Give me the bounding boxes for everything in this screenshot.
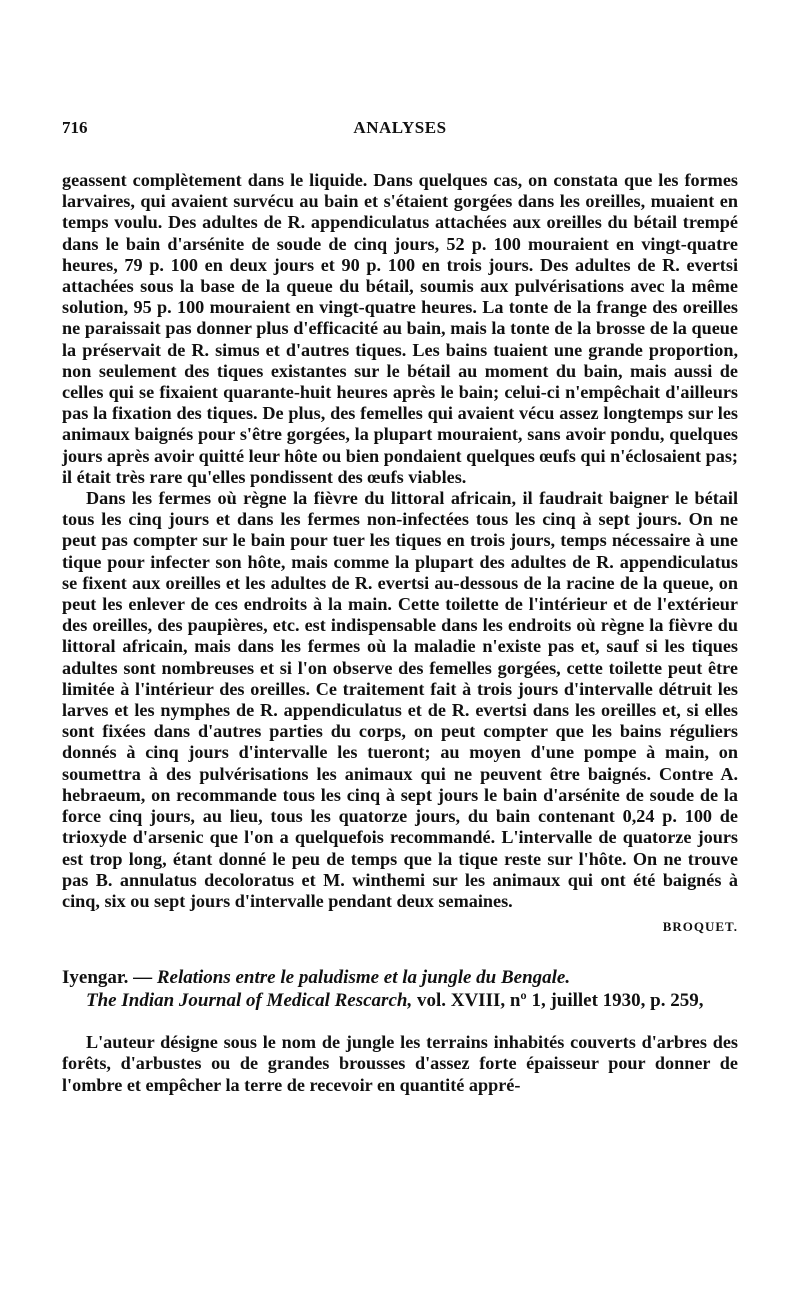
article-body [62,170,738,1096]
reference-journal: The Indian Journal of Medical Rescarch, [86,990,413,1012]
author-signature: BROQUET. [662,919,738,935]
reference-source [62,989,738,1012]
bibliographic-reference [62,966,738,1012]
paragraph-1: geassent complètement dans le liquide. Dans quelques cas, on constata que les formes larvaires, qui avaient survécu au bain et s'étaient gorgées dans les oreilles, muaient en temps voulu. Des adultes de R. appendiculatus attachées aux oreilles du bétail trempé dans le bain d'arsénite de soude de cinq jours, 52 p. 100 mouraient en vingt-quatre heures, 79 p. 100 en deux jours et 90 p. 100 en trois jours. Des adultes de R. evertsi attachées sous la base de la queue du bétail, soumis aux pulvérisations avec la même solution, 95 p. 100 mouraient en vingt-quatre heures. La tonte de la frange des oreilles ne paraissait pas donner plus d'efficacité au bain, mais la tonte de la brosse de la queue la préservait de R. simus et d'autres tiques. Les bains tuaient une grande proportion, non seulement des tiques existantes sur le bétail au moment du bain, mais aussi de celles qui se fixaient quarante-huit heures après le bain; celui-ci n'empêchait d'ailleurs pas la fixation des tiques. De plus, des femelles qui avaient vécu assez longtemps sur les animaux baignés pour s'être gorgées, la plupart mouraient, sans avoir pondu, quelques jours après avoir quitté leur hôte ou bien pondaient quelques œufs qui n'éclosaient pas; il était très rare qu'elles pondissent des œufs viables. [62,170,738,487]
reference-details: vol. XVIII, nº 1, juillet 1930, p. 259, [412,990,704,1012]
reference-dash: — [128,967,157,989]
reference-author: Iyengar. [62,967,129,989]
paragraph-2: Dans les fermes où règne la fièvre du littoral africain, il faudrait baigner le bétail tous les cinq jours et dans les fermes non-infectées tous les cinq à sept jours. On ne peut pas compter sur le bain pour tuer les tiques en trois jours, temps nécessaire à une tique pour infecter son hôte, mais comme la plupart des adultes de R. appendiculatus se fixent aux oreilles et les adultes de R. evertsi au-dessous de la racine de la queue, on peut les enlever de ces endroits à la main. Cette toilette de l'intérieur et de l'extérieur des oreilles, des paupières, etc. est indispensable dans les endroits où règne la fièvre du littoral africain, mais dans les fermes où la maladie n'existe pas et, sauf si les tiques adultes sont nombreuses et si l'on observe des femelles gorgées, cette toilette peut être limitée à l'intérieur des oreilles. Ce traitement fait à trois jours d'intervalle détruit les larves et les nymphes de R. appendiculatus et de R. evertsi dans les oreilles et, si elles sont fixées dans d'autres parties du corps, on peut compter que les bains réguliers donnés à cinq jours d'intervalle les tueront; au moyen d'une pompe à main, on soumettra à des pulvérisations les animaux qui ne peuvent être baignés. Contre A. hebraeum, on recommande tous les cinq à sept jours le bain d'arsénite de soude de la force cinq jours, au lieu, tous les quatorze jours, du bain contenant 0,24 p. 100 de trioxyde d'arsenic que l'on a quelquefois recommandé. L'intervalle de quatorze jours est trop long, étant donné le peu de temps que la tique reste sur l'hôte. On ne trouve pas B. annulatus decoloratus et M. winthemi sur les animaux qui ont été baignés à cinq, six ou sept jours d'intervalle pendant deux semaines. [62,488,738,911]
page-number: 716 [62,118,88,137]
reference-title: Relations entre le paludisme et la jungle du Bengale. [156,967,571,989]
running-head: ANALYSES [353,118,447,137]
page-header [62,118,738,144]
abstract-paragraph: L'auteur désigne sous le nom de jungle les terrains inhabités couverts d'arbres des forêts, d'arbustes ou de grandes brousses d'assez forte épaisseur pour donner de l'ombre et empêcher la terre de recevoir en quantité appré- [62,1032,738,1095]
